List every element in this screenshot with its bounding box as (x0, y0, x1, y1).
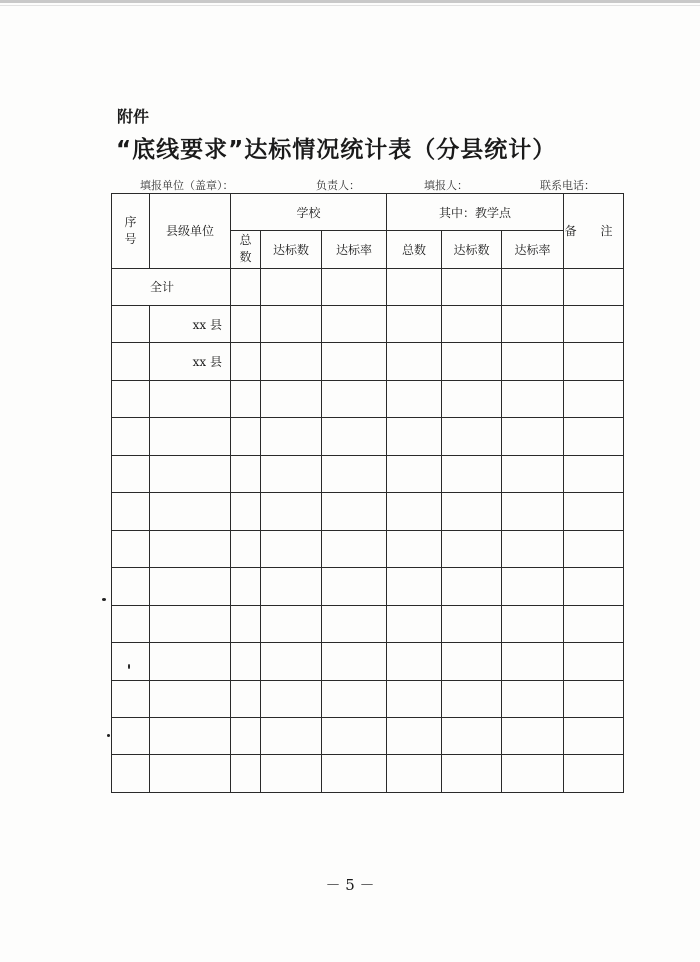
data-cell (387, 305, 442, 342)
table-row (112, 530, 624, 567)
header-teaching-point-group: 其中：教学点 (387, 194, 564, 231)
data-cell (150, 530, 231, 567)
header-tp-qualified-rate: 达标率 (502, 231, 564, 268)
data-cell (231, 605, 261, 642)
data-cell (442, 680, 502, 717)
data-cell (322, 418, 387, 455)
table-row (112, 268, 624, 305)
table-row (112, 343, 624, 380)
data-cell (231, 343, 261, 380)
data-cell (231, 418, 261, 455)
table-row (112, 605, 624, 642)
data-cell (112, 643, 150, 680)
data-cell (322, 568, 387, 605)
data-cell (387, 680, 442, 717)
header-remarks (564, 194, 624, 269)
data-cell (564, 305, 624, 342)
data-cell (564, 343, 624, 380)
data-cell (150, 455, 231, 492)
data-cell (442, 455, 502, 492)
data-cell (387, 717, 442, 754)
data-cell (231, 755, 261, 793)
meta-responsible: 负责人： (316, 179, 360, 192)
data-cell (564, 493, 624, 530)
data-cell (322, 305, 387, 342)
data-cell (112, 530, 150, 567)
data-cell (150, 717, 231, 754)
header-tp-qualified-count: 达标数 (442, 231, 502, 268)
meta-unit: 填报单位（盖章）： (140, 179, 234, 192)
data-cell (112, 717, 150, 754)
data-cell (502, 680, 564, 717)
header-seq-text: 序号 (124, 214, 137, 246)
data-cell (231, 305, 261, 342)
data-cell (564, 605, 624, 642)
header-qualified-rate: 达标率 (322, 231, 387, 268)
header-tp-total: 总数 (387, 231, 442, 268)
data-cell (387, 755, 442, 793)
table-row (112, 755, 624, 793)
data-cell (502, 643, 564, 680)
data-cell (564, 643, 624, 680)
data-cell (442, 717, 502, 754)
data-cell (150, 568, 231, 605)
table-row (112, 380, 624, 417)
data-cell (231, 680, 261, 717)
data-cell (261, 455, 322, 492)
data-cell (322, 268, 387, 305)
table-row (112, 418, 624, 455)
table-row (112, 305, 624, 342)
data-cell (387, 380, 442, 417)
data-cell (261, 605, 322, 642)
data-cell (112, 568, 150, 605)
header-total (231, 231, 261, 268)
data-cell (502, 717, 564, 754)
data-cell (322, 680, 387, 717)
data-cell (502, 455, 564, 492)
county-name-cell: xx 县 (150, 343, 231, 380)
data-cell (112, 755, 150, 793)
data-cell (322, 605, 387, 642)
data-cell (150, 418, 231, 455)
data-cell (231, 380, 261, 417)
data-cell (231, 530, 261, 567)
data-cell (231, 717, 261, 754)
row-seq-cell (112, 305, 150, 342)
data-cell (150, 680, 231, 717)
row-seq-cell (112, 343, 150, 380)
data-cell (564, 530, 624, 567)
data-cell (442, 343, 502, 380)
page-number: － 5 － (325, 876, 375, 894)
scan-edge-line (0, 5, 700, 6)
county-name-cell: xx 县 (150, 305, 231, 342)
header-total-text: 总数 (239, 233, 252, 265)
data-cell (442, 605, 502, 642)
header-remarks-text: 备 注 (564, 224, 623, 239)
page-title: “底线要求”达标情况统计表（分县统计） (116, 137, 557, 163)
data-cell (502, 305, 564, 342)
data-cell (564, 380, 624, 417)
data-cell (387, 418, 442, 455)
data-cell (261, 530, 322, 567)
data-cell (387, 568, 442, 605)
attachment-label: 附件 (117, 107, 150, 126)
data-cell (502, 268, 564, 305)
header-seq (112, 194, 150, 269)
data-cell (150, 643, 231, 680)
data-cell (322, 643, 387, 680)
data-cell (261, 493, 322, 530)
table-row (112, 680, 624, 717)
data-cell (322, 380, 387, 417)
data-cell (261, 680, 322, 717)
scan-speck (102, 598, 106, 601)
data-cell (502, 343, 564, 380)
data-cell (231, 568, 261, 605)
data-cell (442, 643, 502, 680)
data-cell (261, 268, 322, 305)
data-cell (150, 755, 231, 793)
header-school-group: 学校 (231, 194, 387, 231)
data-cell (261, 717, 322, 754)
data-cell (502, 418, 564, 455)
data-cell (150, 380, 231, 417)
data-cell (322, 493, 387, 530)
data-cell (261, 755, 322, 793)
header-qualified-count: 达标数 (261, 231, 322, 268)
data-cell (502, 380, 564, 417)
data-cell (387, 530, 442, 567)
data-cell (322, 530, 387, 567)
data-cell (564, 568, 624, 605)
data-cell (112, 380, 150, 417)
data-cell (322, 455, 387, 492)
header-county-unit: 县级单位 (150, 194, 231, 269)
data-cell (442, 530, 502, 567)
total-row-label: 全计 (112, 268, 231, 305)
scan-speck (107, 734, 110, 737)
scan-speck (128, 664, 130, 669)
meta-phone: 联系电话： (540, 179, 595, 192)
header-row-1 (112, 194, 624, 231)
data-cell (231, 268, 261, 305)
data-cell (564, 717, 624, 754)
table-row (112, 643, 624, 680)
data-cell (442, 493, 502, 530)
data-cell (387, 605, 442, 642)
data-cell (564, 418, 624, 455)
data-cell (112, 455, 150, 492)
data-cell (322, 343, 387, 380)
data-cell (261, 380, 322, 417)
statistics-table (111, 193, 624, 793)
data-cell (442, 305, 502, 342)
data-cell (564, 680, 624, 717)
data-cell (231, 493, 261, 530)
data-cell (442, 268, 502, 305)
data-cell (564, 455, 624, 492)
data-cell (150, 493, 231, 530)
data-cell (322, 717, 387, 754)
data-cell (387, 455, 442, 492)
data-cell (564, 268, 624, 305)
data-cell (387, 493, 442, 530)
table-body (112, 268, 624, 792)
table-row (112, 568, 624, 605)
scan-edge (0, 0, 700, 3)
data-cell (387, 643, 442, 680)
table-row (112, 493, 624, 530)
data-cell (261, 643, 322, 680)
data-cell (231, 643, 261, 680)
data-cell (112, 680, 150, 717)
data-cell (502, 493, 564, 530)
data-cell (442, 568, 502, 605)
data-cell (564, 755, 624, 793)
data-cell (442, 755, 502, 793)
data-cell (112, 605, 150, 642)
table-row (112, 717, 624, 754)
data-cell (322, 755, 387, 793)
data-cell (112, 418, 150, 455)
data-cell (112, 493, 150, 530)
data-cell (261, 418, 322, 455)
meta-reporter: 填报人： (424, 179, 468, 192)
data-cell (442, 380, 502, 417)
data-cell (502, 755, 564, 793)
table-row (112, 455, 624, 492)
data-cell (231, 455, 261, 492)
data-cell (261, 305, 322, 342)
data-cell (150, 605, 231, 642)
data-cell (387, 268, 442, 305)
data-cell (387, 343, 442, 380)
data-cell (442, 418, 502, 455)
data-cell (502, 568, 564, 605)
data-cell (502, 605, 564, 642)
data-cell (261, 568, 322, 605)
data-cell (261, 343, 322, 380)
data-cell (502, 530, 564, 567)
